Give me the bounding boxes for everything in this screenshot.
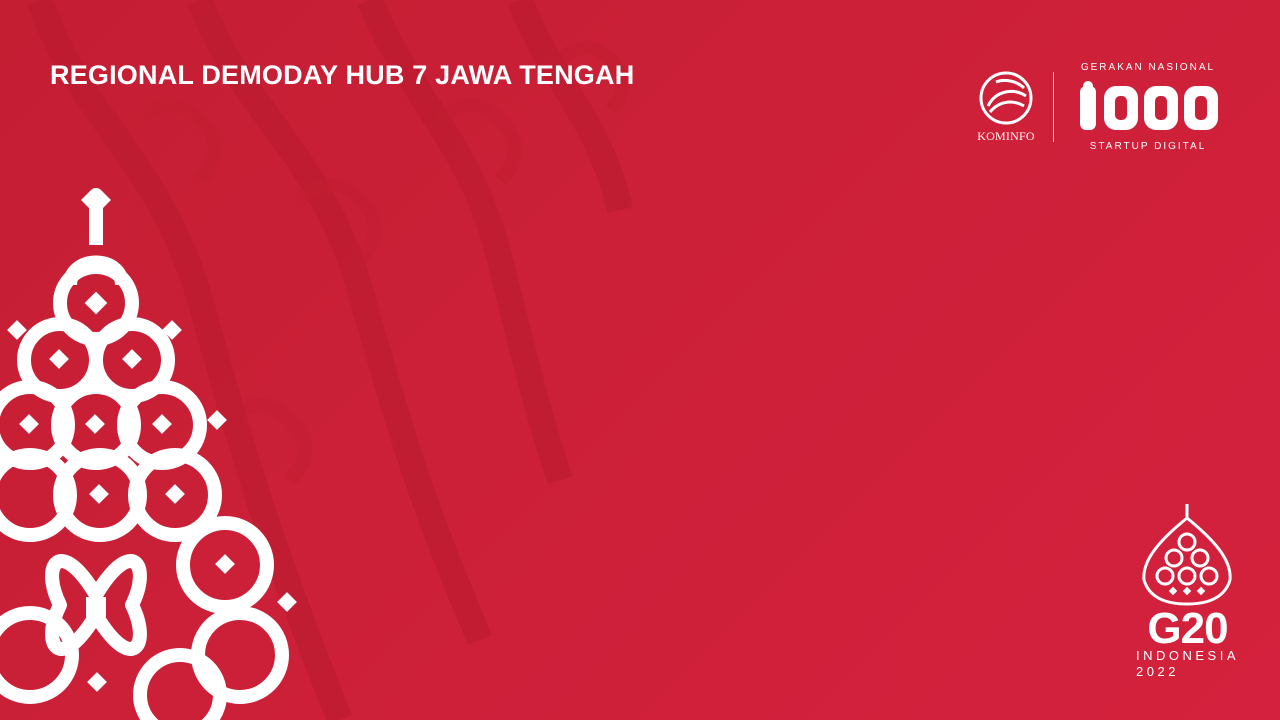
g20-country: INDONESIA bbox=[1136, 648, 1240, 663]
slide-title: REGIONAL DEMODAY HUB 7 JAWA TENGAH bbox=[50, 60, 635, 90]
logo-divider bbox=[1053, 72, 1054, 142]
g20-text: G20 bbox=[1147, 604, 1228, 653]
gerakan-top-text: GERAKAN NASIONAL bbox=[1080, 62, 1216, 73]
gunungan-icon bbox=[1130, 500, 1245, 610]
gerakan-bottom-text: STARTUP DIGITAL bbox=[1089, 141, 1207, 152]
gerakan-1000-logo bbox=[1068, 62, 1228, 157]
kominfo-label: KOMINFO bbox=[977, 129, 1035, 143]
g20-logo bbox=[1130, 500, 1245, 690]
kominfo-logo-icon bbox=[966, 68, 1046, 128]
gunungan-ornament-icon bbox=[0, 185, 310, 720]
number-1000-logo-icon bbox=[1074, 80, 1222, 136]
g20-year: 2022 bbox=[1136, 664, 1179, 679]
kominfo-logo bbox=[966, 68, 1046, 148]
